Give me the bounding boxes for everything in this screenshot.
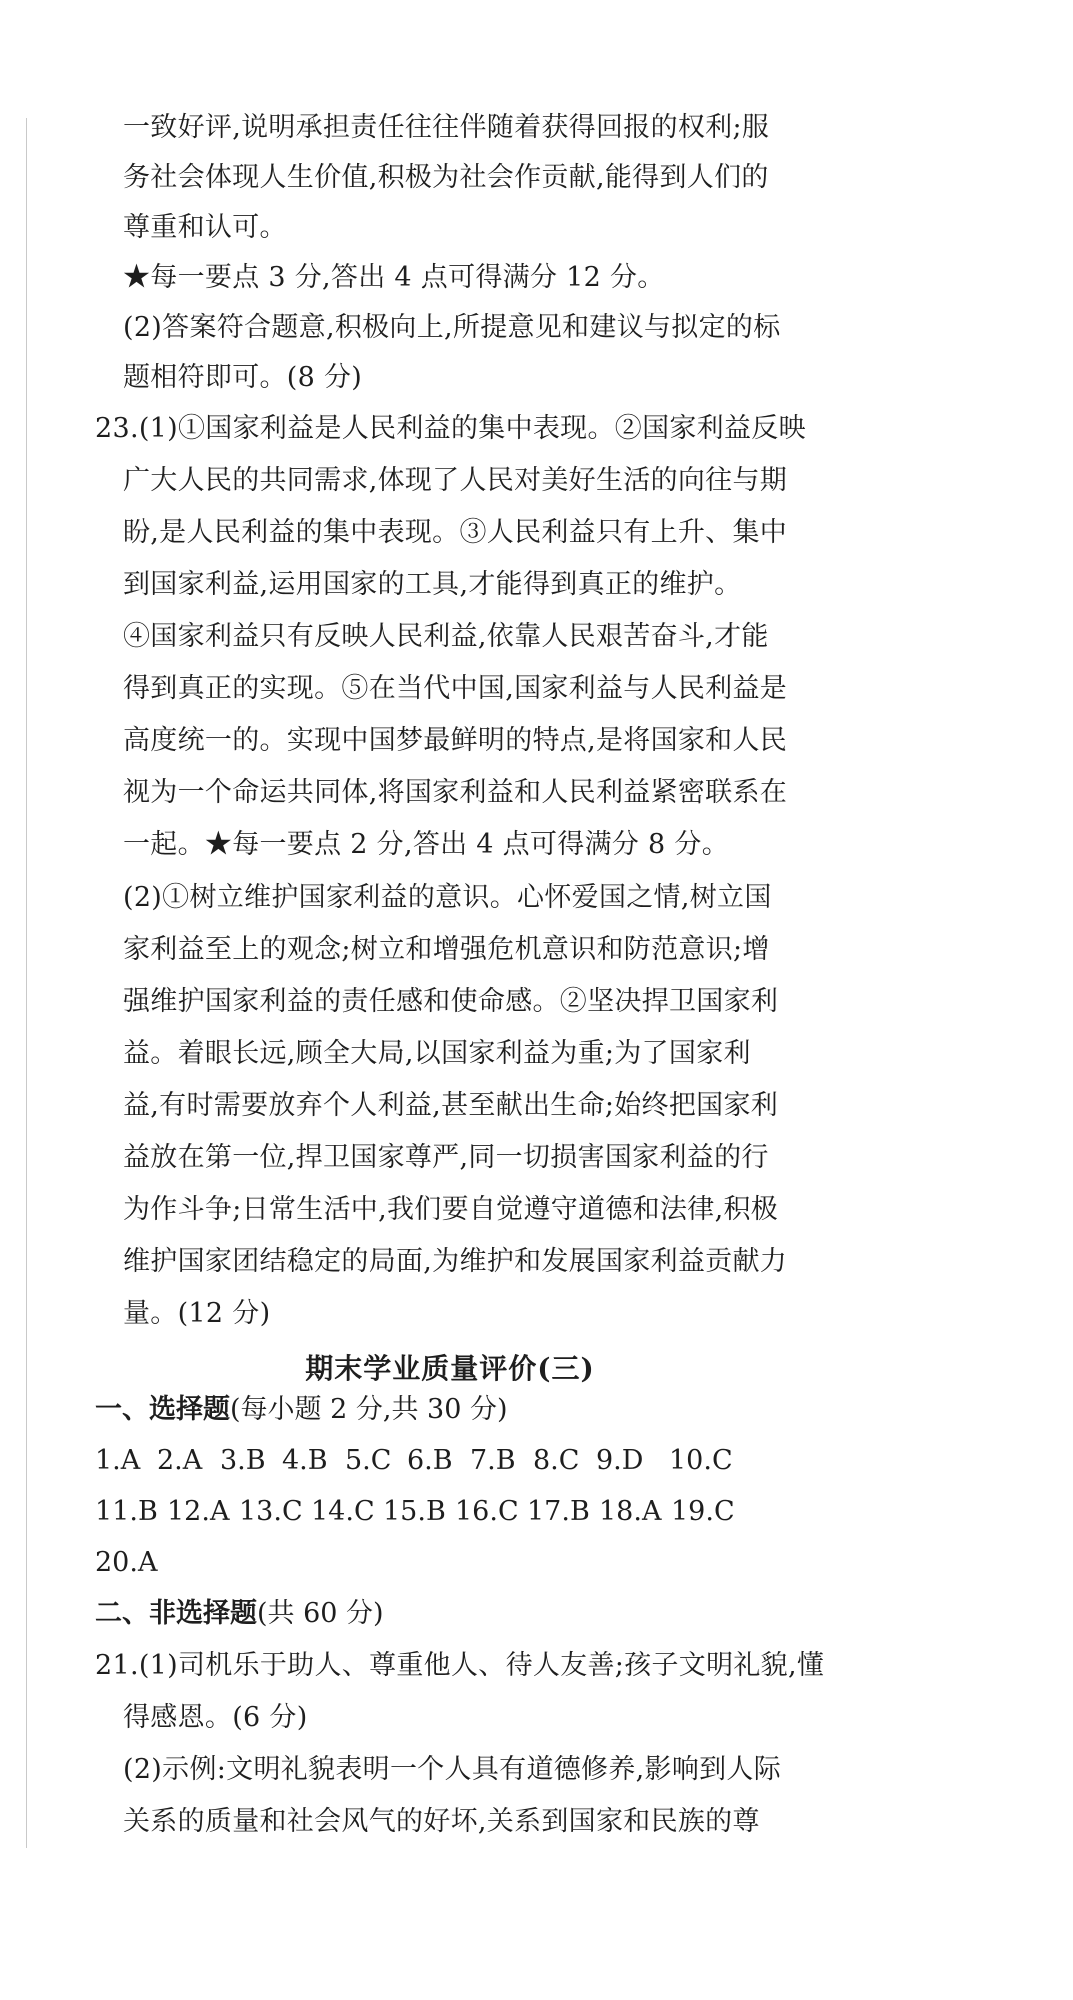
section-1-heading xyxy=(95,1395,508,1425)
text-line: 得感恩。(6 分) xyxy=(123,1702,308,1733)
text-line: ★每一要点 3 分,答出 4 点可得满分 12 分。 xyxy=(123,262,665,293)
exam-title: 期末学业质量评价(三) xyxy=(305,1352,595,1385)
answer-item: 7.B xyxy=(470,1445,516,1476)
section-1-label: 一、选择题 xyxy=(95,1394,230,1425)
answer-item: 11.B xyxy=(95,1496,158,1527)
text-line: 关系的质量和社会风气的好坏,关系到国家和民族的尊 xyxy=(123,1806,760,1837)
text-line: 务社会体现人生价值,积极为社会作贡献,能得到人们的 xyxy=(123,162,769,193)
text-line: 一起。★每一要点 2 分,答出 4 点可得满分 8 分。 xyxy=(123,829,730,860)
answer-item: 2.A xyxy=(157,1445,203,1476)
text-line: ④国家利益只有反映人民利益,依靠人民艰苦奋斗,才能 xyxy=(123,621,769,652)
answer-item: 12.A xyxy=(167,1496,230,1527)
text-line: 盼,是人民利益的集中表现。③人民利益只有上升、集中 xyxy=(123,517,788,548)
answer-item: 15.B xyxy=(383,1496,446,1527)
text-line: 到国家利益,运用国家的工具,才能得到真正的维护。 xyxy=(123,569,742,600)
text-line: 益,有时需要放弃个人利益,甚至献出生命;始终把国家利 xyxy=(123,1090,779,1121)
answer-item: 18.A xyxy=(599,1496,662,1527)
text-line: 维护国家团结稳定的局面,为维护和发展国家利益贡献力 xyxy=(123,1246,788,1277)
answer-item: 20.A xyxy=(95,1547,158,1578)
answer-item: 17.B xyxy=(527,1496,590,1527)
text-line: 尊重和认可。 xyxy=(123,212,287,243)
answer-item: 8.C xyxy=(533,1445,580,1476)
answer-item: 5.C xyxy=(345,1445,392,1476)
text-line: 量。(12 分) xyxy=(123,1298,271,1329)
text-line: 广大人民的共同需求,体现了人民对美好生活的向往与期 xyxy=(123,465,788,496)
answer-row-3 xyxy=(95,1548,157,1578)
question-23-line: 23.(1)①国家利益是人民利益的集中表现。②国家利益反映 xyxy=(95,413,806,444)
text-line: 强维护国家利益的责任感和使命感。②坚决捍卫国家利 xyxy=(123,986,779,1017)
answer-item: 4.B xyxy=(282,1445,328,1476)
text-line: 益放在第一位,捍卫国家尊严,同一切损害国家利益的行 xyxy=(123,1142,769,1173)
answer-item: 3.B xyxy=(220,1445,266,1476)
answer-item: 13.C xyxy=(239,1496,303,1527)
page-margin-rule xyxy=(26,118,27,1848)
text-line: 一致好评,说明承担责任往往伴随着获得回报的权利;服 xyxy=(123,112,770,143)
answer-item: 16.C xyxy=(455,1496,519,1527)
answer-item: 1.A xyxy=(95,1445,141,1476)
answer-item: 6.B xyxy=(407,1445,453,1476)
text-line: 题相符即可。(8 分) xyxy=(123,362,363,393)
answer-row-1 xyxy=(95,1446,733,1476)
section-2-heading xyxy=(95,1599,384,1629)
answer-item: 10.C xyxy=(669,1445,733,1476)
answer-item: 14.C xyxy=(311,1496,375,1527)
text-line: 益。着眼长远,顾全大局,以国家利益为重;为了国家利 xyxy=(123,1038,751,1069)
text-line: 得到真正的实现。⑤在当代中国,国家利益与人民利益是 xyxy=(123,673,788,704)
text-line: 高度统一的。实现中国梦最鲜明的特点,是将国家和人民 xyxy=(123,725,788,756)
text-line: 为作斗争;日常生活中,我们要自觉遵守道德和法律,积极 xyxy=(123,1194,779,1225)
answer-row-2 xyxy=(95,1497,735,1527)
section-2-note: (共 60 分) xyxy=(257,1598,384,1629)
section-2-label: 二、非选择题 xyxy=(95,1598,257,1629)
answer-item: 19.C xyxy=(671,1496,735,1527)
question-21-line: 21.(1)司机乐于助人、尊重他人、待人友善;孩子文明礼貌,懂 xyxy=(95,1650,825,1681)
text-line: (2)①树立维护国家利益的意识。心怀爱国之情,树立国 xyxy=(123,882,772,913)
text-line: 视为一个命运共同体,将国家利益和人民利益紧密联系在 xyxy=(123,777,788,808)
section-1-note: (每小题 2 分,共 30 分) xyxy=(230,1394,508,1425)
answer-item: 9.D xyxy=(596,1445,644,1476)
text-line: 家利益至上的观念;树立和增强危机意识和防范意识;增 xyxy=(123,934,770,965)
text-line: (2)答案符合题意,积极向上,所提意见和建议与拟定的标 xyxy=(123,312,781,343)
text-line: (2)示例:文明礼貌表明一个人具有道德修养,影响到人际 xyxy=(123,1754,782,1785)
